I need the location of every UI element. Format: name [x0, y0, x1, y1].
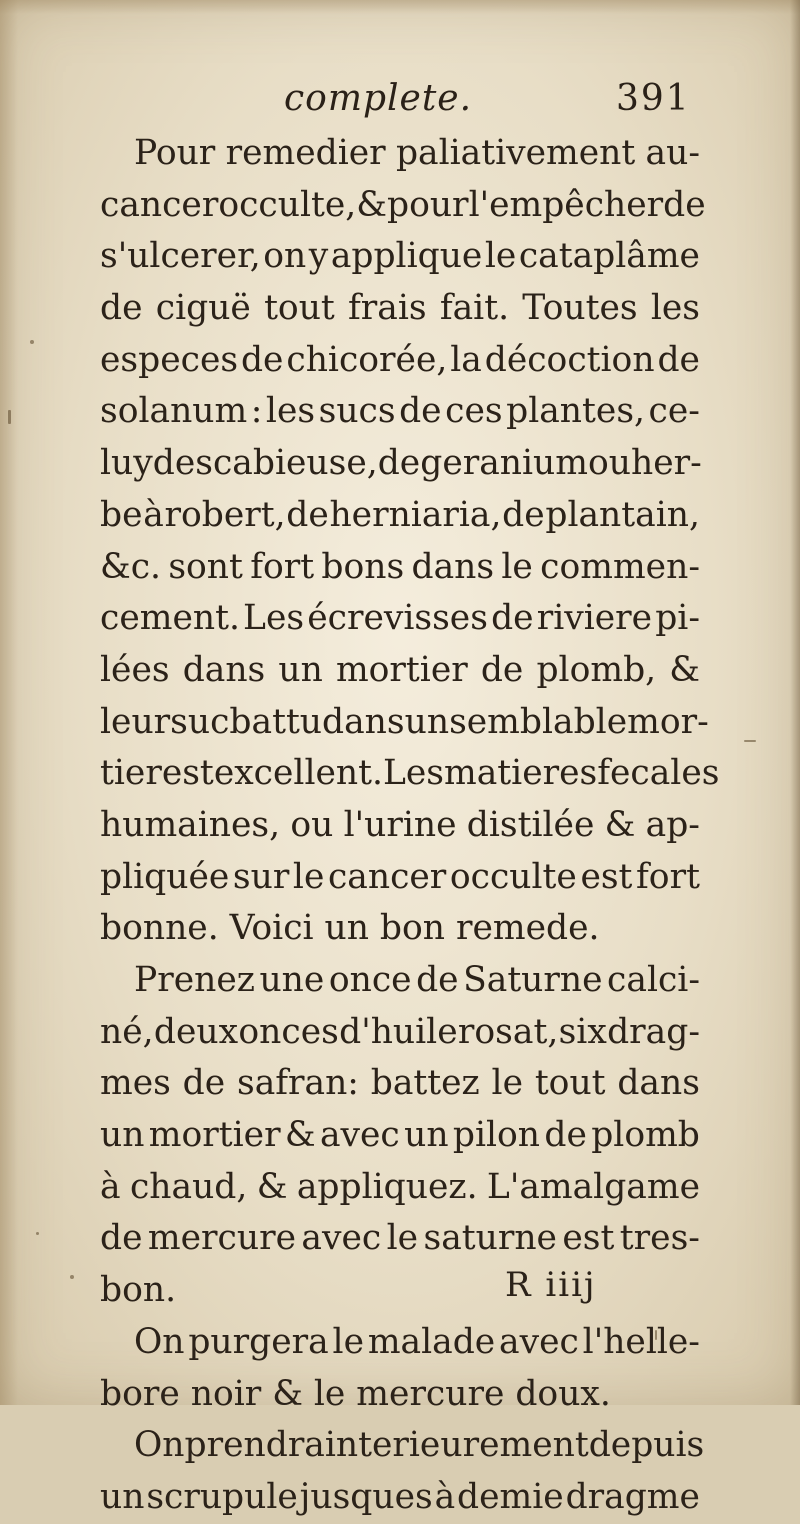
word: demie [457, 1476, 564, 1517]
word: L'amalgame [486, 1166, 700, 1207]
word: suc [170, 701, 230, 742]
word: de [399, 391, 442, 432]
word: de [240, 339, 284, 380]
word: de [657, 339, 700, 380]
word: plantes, [506, 391, 645, 432]
word: de [502, 494, 545, 535]
word: &c. [100, 546, 161, 587]
word: écrevisses [307, 598, 488, 639]
word: ce- [648, 391, 700, 432]
text-line: bon. [100, 1270, 177, 1311]
word: pliquée [100, 856, 230, 897]
word: né, [100, 1011, 154, 1052]
word: dans [182, 649, 266, 690]
word: distilée [466, 804, 595, 845]
word: l'helle- [582, 1321, 700, 1362]
word: le [386, 1218, 419, 1259]
word: occulte [449, 856, 577, 897]
word: chaud, [129, 1166, 248, 1207]
paper-speck [8, 410, 11, 424]
word: tres- [619, 1218, 700, 1259]
word: matieres [444, 753, 598, 794]
word: de [100, 1218, 143, 1259]
word: dans [411, 546, 495, 587]
word: occulte,& [218, 184, 387, 225]
word: mortier [148, 1115, 281, 1156]
word: plomb, [536, 649, 657, 690]
word: & [669, 649, 700, 690]
word: chicorée, [286, 339, 448, 380]
word: de [416, 960, 459, 1000]
word: Prenez [134, 960, 255, 1000]
word: tout [264, 288, 335, 329]
word: la [450, 339, 482, 380]
word: le [332, 1321, 364, 1362]
word: tout [534, 1063, 606, 1104]
text-line [100, 180, 706, 232]
word: les [650, 288, 700, 329]
word: de [544, 1115, 587, 1156]
word: interieurement [324, 1425, 589, 1466]
word: paliativement [395, 133, 636, 173]
word: calci- [607, 960, 700, 1000]
word: herniaria, [329, 494, 502, 535]
word: l'empêcher [468, 184, 664, 225]
text-line [100, 542, 700, 594]
word: malade [367, 1321, 496, 1362]
word: un [100, 1115, 145, 1156]
text-line: bore noir & le mercure doux. [100, 1373, 611, 1414]
word: ciguë [155, 288, 251, 329]
word: Toutes [522, 288, 638, 329]
word: une [259, 960, 325, 1000]
word: robert, [164, 494, 286, 535]
word: geranium [420, 443, 588, 484]
word: humaines, [100, 804, 281, 845]
word: applique [330, 236, 483, 277]
word: dans [322, 701, 405, 742]
word: fort [636, 856, 700, 897]
word: battez [370, 1063, 480, 1104]
word: commen- [540, 546, 700, 587]
word: excellent. [213, 753, 383, 794]
word: avec [319, 1115, 400, 1156]
word: fecales [597, 753, 720, 794]
word: On [134, 1425, 185, 1466]
word: purgera [188, 1321, 329, 1362]
word: deux [153, 1011, 239, 1052]
text-line [100, 955, 700, 1007]
word: fort [250, 546, 315, 587]
page-top-shadow [0, 0, 800, 14]
word: plantain, [545, 494, 700, 535]
word: un [404, 1115, 449, 1156]
word: de [663, 184, 706, 225]
word: scrupule [146, 1476, 298, 1517]
word: à [434, 1476, 456, 1517]
word: avec [301, 1218, 382, 1259]
word: mortier [335, 649, 468, 690]
word: onces [238, 1011, 339, 1052]
word: ou [290, 804, 334, 845]
text-line [100, 1213, 700, 1265]
text-line [100, 335, 700, 387]
page-right-shadow [790, 0, 800, 1405]
text-line [100, 852, 700, 904]
word: de [152, 443, 196, 484]
word: dragme [565, 1476, 700, 1517]
word: sur [232, 856, 290, 897]
word: Les [243, 598, 305, 639]
text-line [100, 1110, 700, 1162]
word: d'huile [339, 1011, 458, 1052]
text-line: bonne. Voici un bon remede. [100, 908, 600, 949]
text-line [100, 231, 700, 283]
text-line [100, 1317, 700, 1369]
word: remedier [225, 133, 386, 173]
word: bons [321, 546, 405, 587]
text-line [100, 748, 720, 800]
word: solanum [100, 391, 248, 432]
paper-speck [36, 1232, 39, 1235]
word: de [480, 649, 524, 690]
word: lées [100, 649, 170, 690]
text-line [100, 593, 700, 645]
word: pour [386, 184, 469, 225]
word: un [100, 1476, 145, 1517]
word: plomb [591, 1115, 700, 1156]
text-line [100, 697, 709, 749]
paper-speck [30, 340, 34, 344]
word: appliquez. [296, 1166, 478, 1207]
text-line [100, 800, 700, 852]
word: l'urine [343, 804, 457, 845]
word: & [256, 1166, 288, 1207]
running-title: complete. [284, 78, 473, 119]
word: les [265, 391, 316, 432]
word: prendra [184, 1425, 325, 1466]
word: On [134, 1321, 185, 1362]
word: Pour [134, 133, 216, 173]
text-line [100, 1162, 700, 1214]
body-text [100, 128, 720, 1524]
word: cement. [100, 598, 240, 639]
text-line [100, 438, 700, 490]
text-line [100, 490, 700, 542]
word: Saturne [463, 960, 603, 1000]
word: sucs [318, 391, 396, 432]
word: be [100, 494, 143, 535]
text-line [100, 1472, 700, 1524]
word: leur [100, 701, 171, 742]
word: safran: [236, 1063, 359, 1104]
word: mor- [627, 701, 709, 742]
word: à [100, 1166, 121, 1207]
word: le [491, 1063, 523, 1104]
word: sont [168, 546, 243, 587]
word: le [484, 236, 517, 277]
word: de [491, 598, 534, 639]
word: dans [617, 1063, 700, 1104]
word: once [328, 960, 412, 1000]
word: ou [587, 443, 631, 484]
word: especes [100, 339, 239, 380]
word: & [604, 804, 636, 845]
word: frais [348, 288, 427, 329]
word: de [100, 288, 143, 329]
page-left-shadow [0, 0, 18, 1405]
word: mes [100, 1063, 171, 1104]
word: scabieuse, [195, 443, 378, 484]
word: avec [499, 1321, 579, 1362]
text-line [100, 386, 700, 438]
text-line [100, 128, 700, 180]
running-head [0, 78, 800, 128]
word: le [501, 546, 533, 587]
word: pi- [655, 598, 700, 639]
text-line [100, 1420, 705, 1472]
text-line [100, 645, 700, 697]
word: cancer [100, 184, 219, 225]
word: ap- [645, 804, 700, 845]
word: tier [100, 753, 162, 794]
word: drag- [607, 1011, 700, 1052]
word: ces [445, 391, 503, 432]
word: de [182, 1063, 226, 1104]
word: saturne [423, 1218, 557, 1259]
word: six [558, 1011, 607, 1052]
word: est [580, 856, 633, 897]
word: semblable [449, 701, 628, 742]
word: y [308, 236, 329, 277]
word: on [263, 236, 307, 277]
word: cancer [327, 856, 447, 897]
word: & [284, 1115, 316, 1156]
word: : [250, 391, 263, 432]
word: mercure [147, 1218, 296, 1259]
word: s'ulcerer, [100, 236, 261, 277]
word: un [404, 701, 450, 742]
word: luy [100, 443, 153, 484]
text-line [100, 283, 700, 335]
signature-catchword: R iiij [505, 1265, 597, 1305]
word: à [143, 494, 164, 535]
word: pilon [452, 1115, 541, 1156]
word: her- [630, 443, 702, 484]
word: le [292, 856, 325, 897]
word: est [161, 753, 214, 794]
page-number: 391 [616, 78, 691, 119]
word: riviere [536, 598, 653, 639]
word: rosat, [457, 1011, 559, 1052]
word: fait. [439, 288, 510, 329]
word: battu [229, 701, 323, 742]
word: est [562, 1218, 615, 1259]
word: au- [645, 133, 700, 173]
word: un [278, 649, 323, 690]
paper-speck [744, 740, 756, 742]
word: de [286, 494, 329, 535]
word: décoction [484, 339, 655, 380]
paper-speck [70, 1275, 74, 1279]
word: cataplâme [518, 236, 700, 277]
word: jusques [299, 1476, 433, 1517]
text-line [100, 1007, 700, 1059]
word: depuis [588, 1425, 705, 1466]
word: Les [382, 753, 445, 794]
word: de [377, 443, 421, 484]
text-line [100, 1058, 700, 1110]
